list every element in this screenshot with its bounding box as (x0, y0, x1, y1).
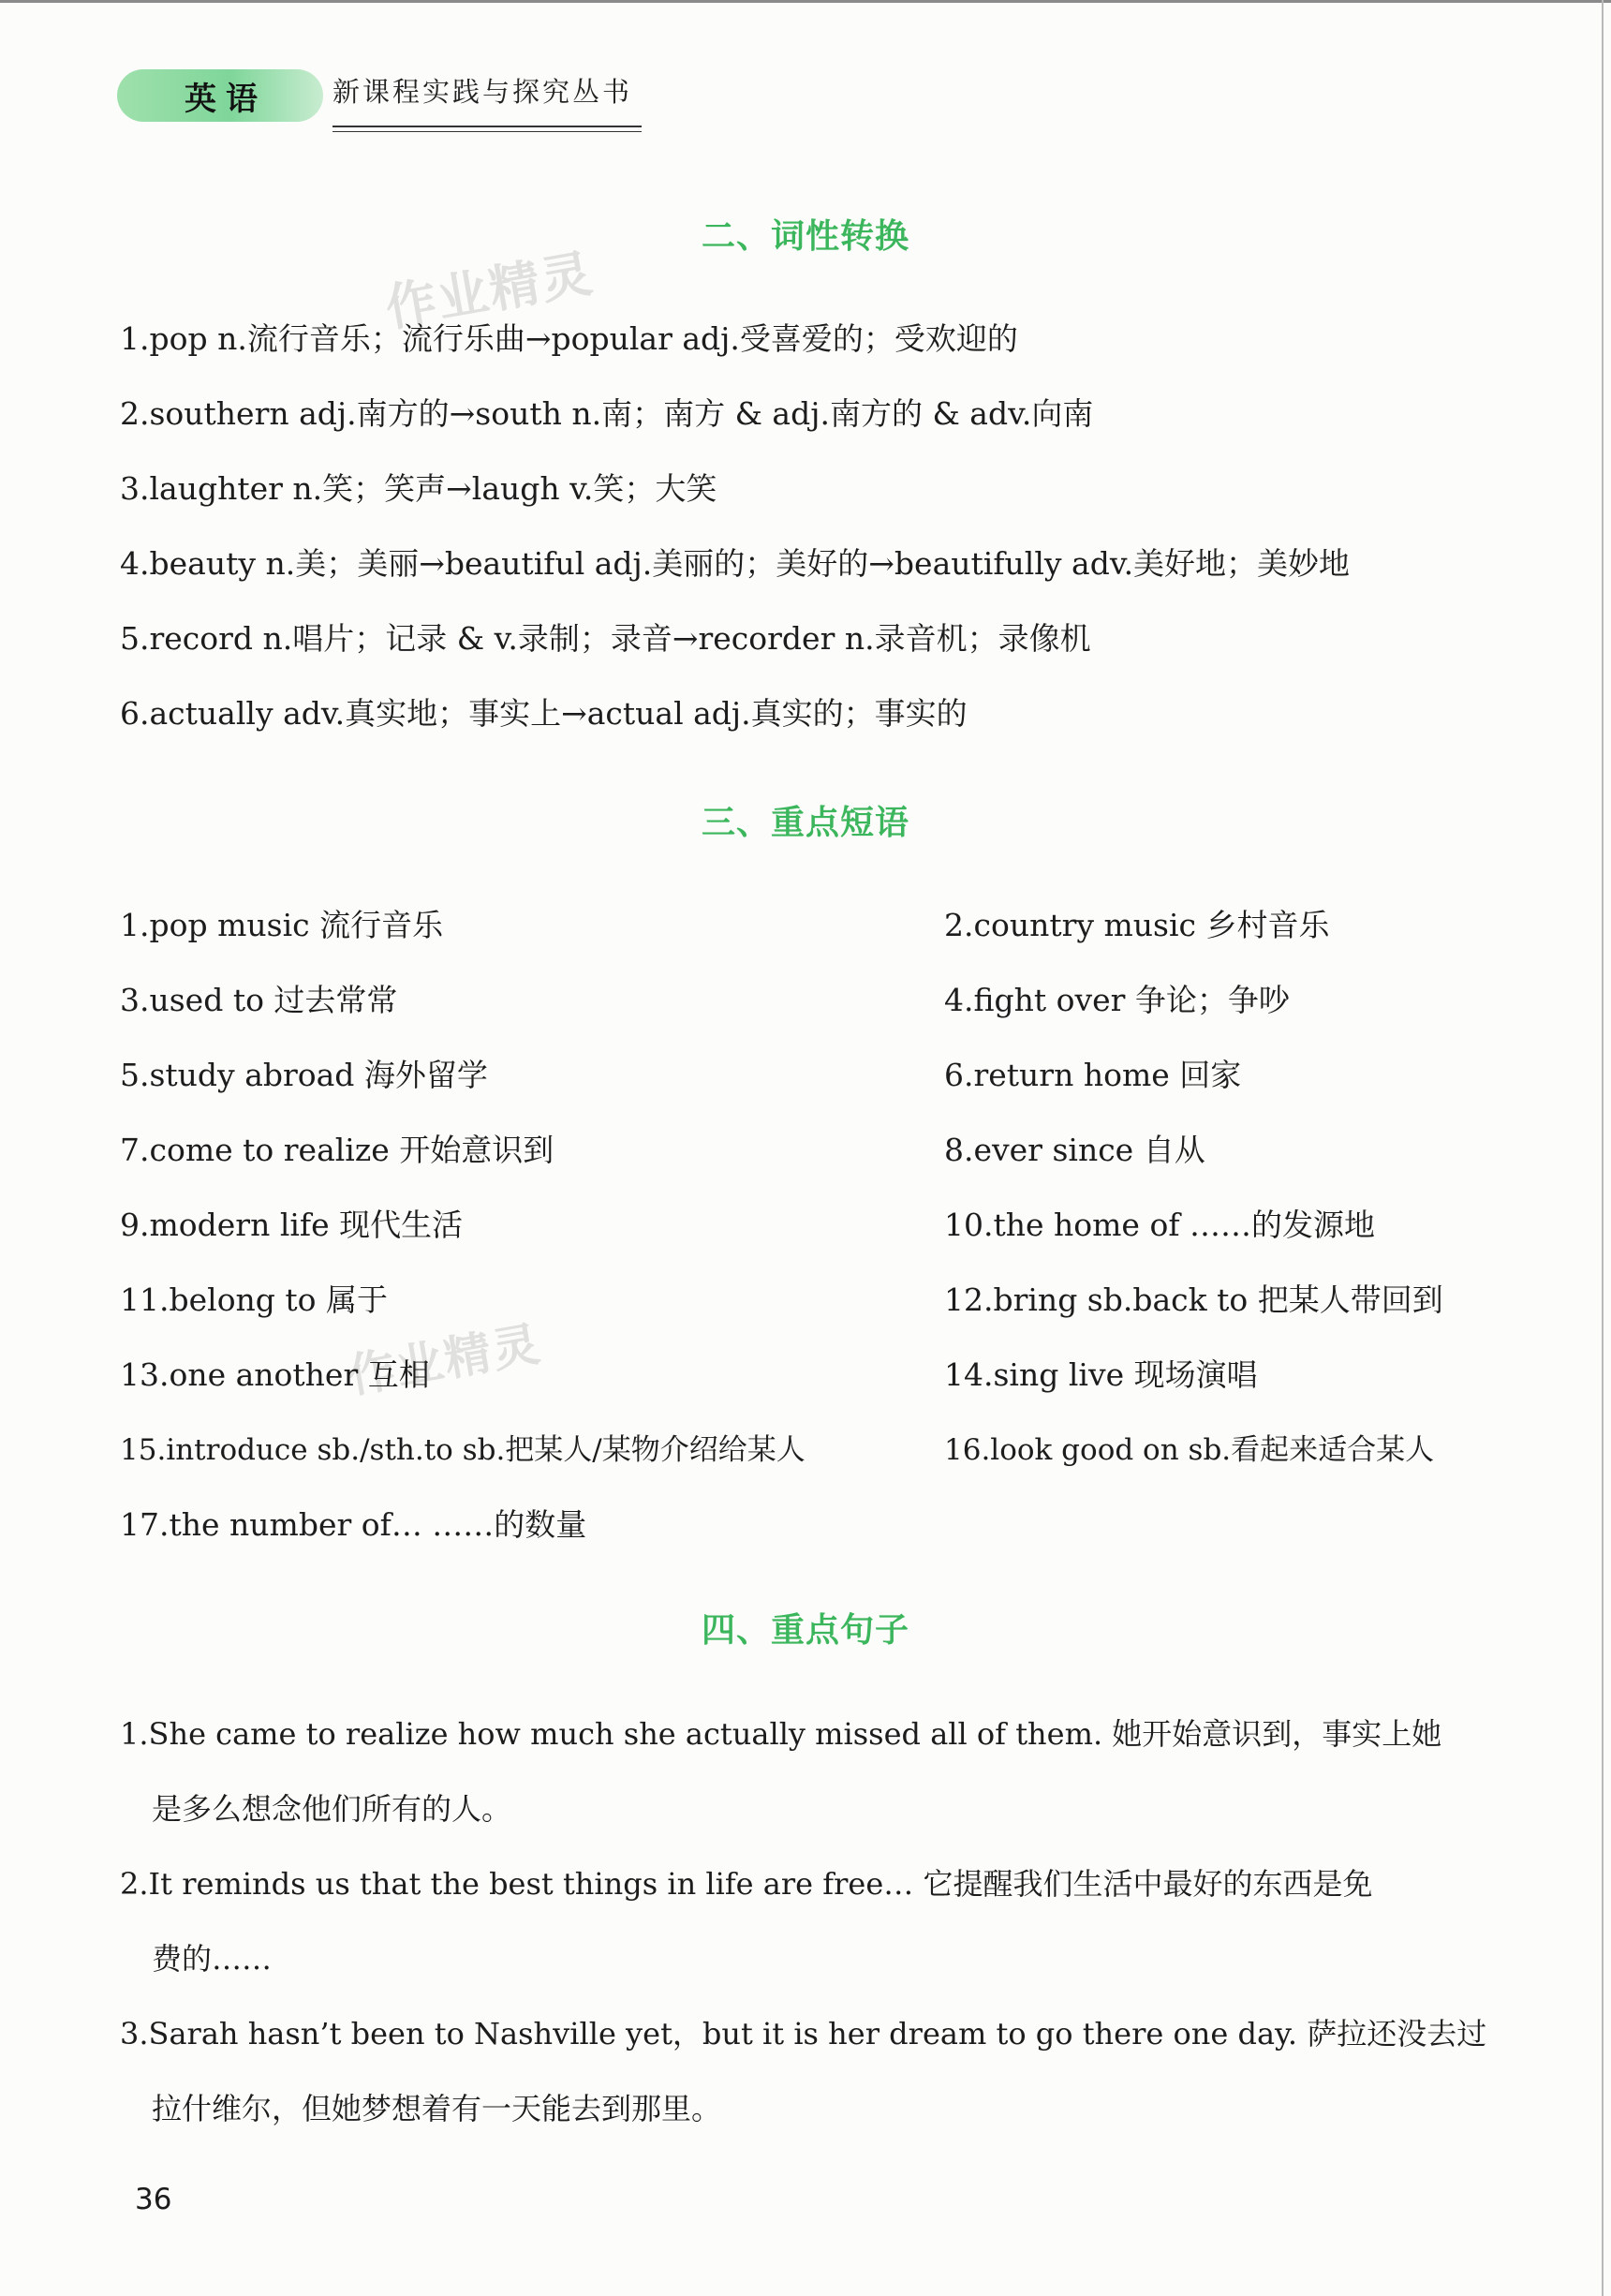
conversion-item-2: 2.southern adj.南方的→south n.南；南方 & adj.南方的 & adv.向南 (120, 395, 1094, 432)
watermark-middle: 作业精灵 (344, 1316, 546, 1404)
sentence-3-line-2: 拉什维尔，但她梦想着有一天能去到那里。 (152, 2091, 722, 2126)
phrase-item-3: 3.used to 过去常常 (120, 982, 398, 1018)
conversion-item-5: 5.record n.唱片；记录 & v.录制；录音→recorder n.录音机；录像机 (120, 620, 1091, 657)
conversion-item-1: 1.pop n.流行音乐；流行乐曲→popular adj.受喜爱的；受欢迎的 (120, 320, 1018, 357)
subject-tab (117, 69, 323, 122)
header-rule (333, 126, 642, 132)
phrase-item-6: 6.return home 回家 (944, 1057, 1242, 1093)
sentence-2-line-1: 2.It reminds us that the best things in life are free… 它提醒我们生活中最好的东西是免 (120, 1866, 1373, 1902)
phrase-item-12: 12.bring sb.back to 把某人带回到 (944, 1281, 1443, 1318)
sentence-1-line-2: 是多么想念他们所有的人。 (152, 1791, 512, 1827)
phrase-item-8: 8.ever since 自从 (944, 1132, 1205, 1168)
phrase-item-14: 14.sing live 现场演唱 (944, 1356, 1258, 1393)
conversion-item-4: 4.beauty n.美；美丽→beautiful adj.美丽的；美好的→beautifully adv.美好地；美妙地 (120, 545, 1351, 582)
phrase-item-2: 2.country music 乡村音乐 (944, 907, 1330, 943)
section-heading-key-sentences: 四、重点句子 (701, 1611, 909, 1650)
sentence-1-line-1: 1.She came to realize how much she actually missed all of them. 她开始意识到，事实上她 (120, 1716, 1442, 1752)
conversion-item-3: 3.laughter n.笑；笑声→laugh v.笑；大笑 (120, 470, 717, 507)
page-top-edge (0, 0, 1611, 3)
sentence-2-line-2: 费的…… (152, 1941, 273, 1977)
phrase-item-11: 11.belong to 属于 (120, 1281, 389, 1318)
series-title: 新课程实践与探究丛书 (333, 76, 633, 108)
watermark-top: 作业精灵 (380, 243, 599, 338)
phrase-item-1: 1.pop music 流行音乐 (120, 907, 444, 943)
phrase-item-16: 16.look good on sb.看起来适合某人 (944, 1433, 1435, 1467)
page-number: 36 (135, 2183, 172, 2216)
section-heading-word-conversion: 二、词性转换 (701, 217, 909, 256)
phrase-item-9: 9.modern life 现代生活 (120, 1207, 464, 1243)
subject-label: 英语 (185, 80, 267, 118)
page-right-edge (1602, 0, 1604, 2296)
phrase-item-17: 17.the number of… ……的数量 (120, 1506, 587, 1543)
phrase-item-10: 10.the home of ……的发源地 (944, 1207, 1376, 1243)
phrase-item-15: 15.introduce sb./sth.to sb.把某人/某物介绍给某人 (120, 1433, 806, 1467)
section-heading-key-phrases: 三、重点短语 (701, 804, 909, 842)
phrase-item-5: 5.study abroad 海外留学 (120, 1057, 488, 1093)
phrase-item-7: 7.come to realize 开始意识到 (120, 1132, 554, 1168)
phrase-item-13: 13.one another 互相 (120, 1356, 430, 1393)
phrase-item-4: 4.fight over 争论；争吵 (944, 982, 1290, 1018)
sentence-3-line-1: 3.Sarah hasn’t been to Nashville yet，but it is her dream to go there one day. 萨拉还没去过 (120, 2016, 1487, 2052)
conversion-item-6: 6.actually adv.真实地；事实上→actual adj.真实的；事实的 (120, 695, 968, 732)
